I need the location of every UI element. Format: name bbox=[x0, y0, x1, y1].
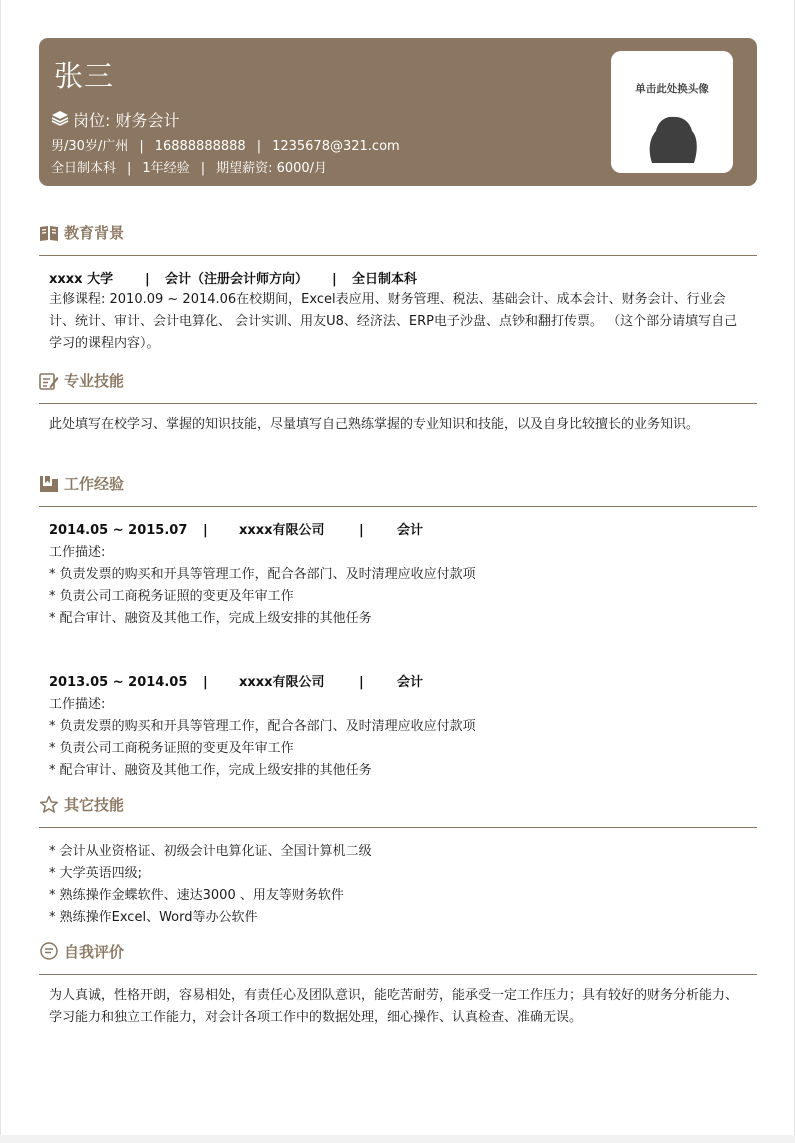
other-skill-item: * 熟练操作Excel、Word等办公软件 bbox=[49, 910, 258, 925]
job-company: xxxx有限公司 bbox=[239, 523, 325, 538]
book-icon bbox=[39, 224, 59, 242]
job-role: 会计 bbox=[397, 675, 424, 690]
other-skill-item: * 会计从业资格证、初级会计电算化证、全国计算机二级 bbox=[49, 844, 372, 859]
work-bookmark-icon bbox=[39, 475, 59, 493]
other-skill-item: * 熟练操作金蝶软件、速达3000 、用友等财务软件 bbox=[49, 888, 344, 903]
phone-number: 16888888888 bbox=[154, 139, 246, 154]
section-divider bbox=[39, 506, 757, 507]
courses-text: 主修课程: 2010.09 ~ 2014.06在校期间，Excel表应用、财务管理、税法、基础会计、成本会计、财务会计、行业会计、统计、审计、会计电算化、 会计实训、用友U8、经济法、ERP电子沙盘、点钞和翻打传票。 （这个部分请填写自己学习的课程内容）。 bbox=[49, 292, 738, 351]
position-row bbox=[51, 108, 179, 131]
section-label: 教育背景 bbox=[64, 224, 125, 242]
separator: | bbox=[359, 523, 364, 538]
section-title-education bbox=[39, 222, 124, 243]
separator: | bbox=[203, 675, 208, 690]
separator: | bbox=[256, 139, 262, 154]
edit-note-icon bbox=[39, 372, 59, 390]
job-desc-item: * 配合审计、融资及其他工作，完成上级安排的其他任务 bbox=[49, 763, 372, 778]
section-title-other-skills bbox=[39, 794, 124, 815]
layers-icon bbox=[51, 110, 73, 130]
job-desc-item: * 负责公司工商税务证照的变更及年审工作 bbox=[49, 741, 294, 756]
chat-icon bbox=[39, 942, 59, 961]
job-company: xxxx有限公司 bbox=[239, 675, 325, 690]
page-edge-left bbox=[0, 0, 1, 1143]
section-label: 工作经验 bbox=[64, 475, 125, 493]
job-desc-item: * 配合审计、融资及其他工作，完成上级安排的其他任务 bbox=[49, 611, 372, 626]
degree-name: 全日制本科 bbox=[352, 272, 418, 287]
separator: | bbox=[203, 523, 208, 538]
separator: | bbox=[359, 675, 364, 690]
job-role: 会计 bbox=[397, 523, 424, 538]
resume-header bbox=[39, 38, 757, 186]
school-name: xxxx 大学 bbox=[49, 272, 114, 287]
section-title-work bbox=[39, 473, 124, 494]
separator: | bbox=[127, 161, 132, 176]
job-period: 2013.05 ~ 2014.05 bbox=[49, 675, 188, 690]
job-desc-label: 工作描述: bbox=[49, 697, 106, 712]
separator: | bbox=[139, 139, 144, 154]
section-title-self-eval bbox=[39, 941, 124, 962]
section-label: 专业技能 bbox=[64, 372, 125, 390]
section-divider bbox=[39, 827, 757, 828]
separator: | bbox=[332, 272, 337, 287]
experience-years: 1年经验 bbox=[142, 161, 190, 176]
separator: | bbox=[200, 161, 206, 176]
separator: | bbox=[145, 272, 150, 287]
job-header-row bbox=[49, 671, 423, 690]
job-desc-item: * 负责公司工商税务证照的变更及年审工作 bbox=[49, 589, 294, 604]
other-skill-item: * 大学英语四级; bbox=[49, 866, 143, 881]
education-row bbox=[49, 268, 417, 287]
section-title-skills bbox=[39, 370, 124, 391]
section-divider bbox=[39, 255, 757, 256]
avatar-upload[interactable] bbox=[611, 51, 733, 173]
section-divider bbox=[39, 403, 757, 404]
avatar-silhouette-icon bbox=[644, 113, 700, 163]
job-period: 2014.05 ~ 2015.07 bbox=[49, 523, 188, 538]
job-desc-label: 工作描述: bbox=[49, 545, 106, 560]
section-label: 其它技能 bbox=[64, 796, 125, 814]
job-desc-item: * 负责发票的购买和开具等管理工作，配合各部门、及时清理应收应付款项 bbox=[49, 567, 476, 582]
position-label: 岗位: 财务会计 bbox=[73, 111, 180, 130]
section-label: 自我评价 bbox=[64, 943, 125, 961]
candidate-name: 张三 bbox=[54, 59, 115, 93]
job-desc-item: * 负责发票的购买和开具等管理工作，配合各部门、及时清理应收应付款项 bbox=[49, 719, 476, 734]
gender-age-city: 男/30岁/广州 bbox=[51, 139, 129, 154]
email-address: 1235678@321.com bbox=[272, 139, 400, 154]
contact-info-row bbox=[51, 135, 400, 154]
star-icon bbox=[39, 795, 59, 814]
skills-text: 此处填写在校学习、掌握的知识技能，尽量填写自己熟练掌握的专业知识和技能，以及自身比较擅长的业务知识。 bbox=[49, 417, 700, 432]
job-header-row bbox=[49, 519, 423, 538]
self-eval-text: 为人真诚，性格开朗，容易相处，有责任心及团队意识，能吃苦耐劳，能承受一定工作压力；具有较好的财务分析能力、学习能力和独立工作能力，对会计各项工作中的数据处理，细心操作、认真检查、准确无误。 bbox=[49, 988, 739, 1025]
section-divider bbox=[39, 974, 757, 975]
degree-type: 全日制本科 bbox=[51, 161, 117, 176]
page-edge-bottom bbox=[0, 1135, 795, 1143]
major-name: 会计（注册会计师方向） bbox=[165, 272, 309, 287]
avatar-hint: 单击此处换头像 bbox=[635, 83, 709, 95]
education-info-row bbox=[51, 157, 327, 176]
expected-salary: 期望薪资: 6000/月 bbox=[216, 161, 328, 176]
